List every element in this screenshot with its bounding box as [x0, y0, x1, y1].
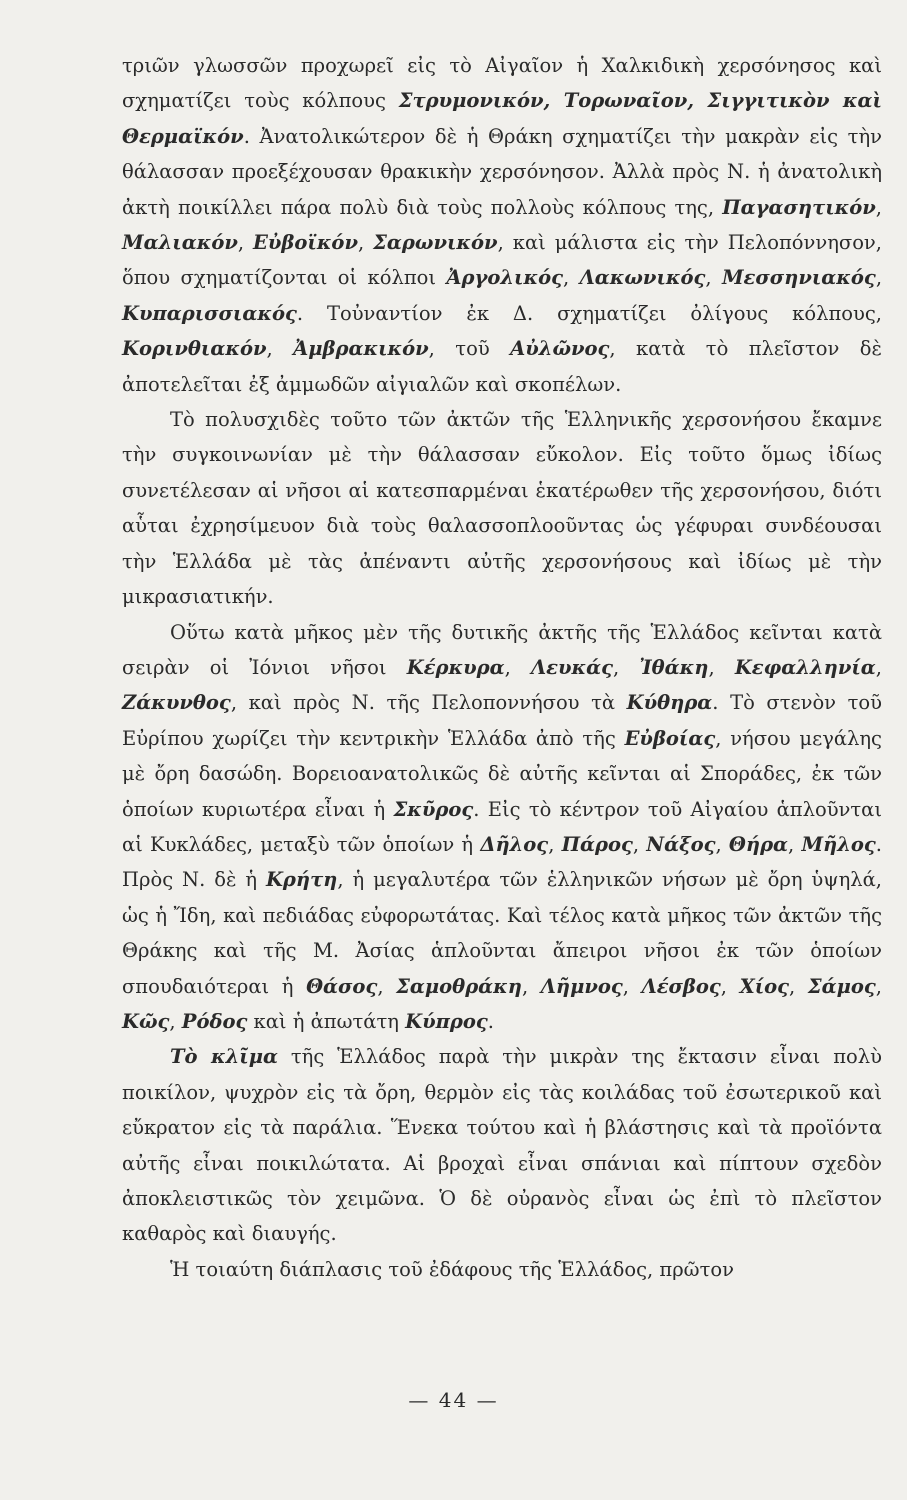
- text-run: Οὕτω κατὰ μῆκος μὲν τῆς δυτικῆς ἀκτῆς τῆς Ἑλλάδος κεῖνται κατὰ σειρὰν οἱ Ἰόνιοι νῆσοι: [122, 620, 882, 679]
- emphasized-term: Ἀμβρακικόν: [293, 337, 429, 361]
- emphasized-term: Κύθηρα: [626, 691, 713, 715]
- emphasized-term: Εὐβοϊκόν: [253, 231, 358, 255]
- emphasized-term: Σκῦρος: [393, 797, 474, 821]
- text-run: , τοῦ: [428, 337, 511, 361]
- emphasized-term: Αὐλῶνος: [510, 337, 610, 361]
- emphasized-term: Ἀργολικός: [446, 266, 563, 290]
- paragraph: [122, 402, 882, 614]
- text-run: ,: [875, 266, 883, 290]
- text-run: . Εἰς τὸ κέντρον τοῦ Αἰγαίου ἁπλοῦνται αἱ Κυκλάδες, μεταξὺ τῶν ὁποίων ἡ: [122, 797, 882, 856]
- emphasized-term: Λέσβος: [641, 974, 721, 998]
- emphasized-term: Σάμος: [807, 974, 876, 998]
- emphasized-term: Θάσος: [306, 974, 378, 998]
- emphasized-term: Λακωνικός: [579, 266, 706, 290]
- text-run: τῆς Ἑλλάδος παρὰ τὴν μικρὰν της ἔκτασιν εἶναι πολὺ ποικίλον, ψυχρὸν εἰς τὰ ὄρη, θερμὸν εἰς τὰς κοιλάδας τοῦ ἐσωτερικοῦ καὶ εὔκρατον εἰς τὰ παράλια. Ἕνεκα τούτου καὶ ἡ βλάστησις καὶ τὰ προϊόντα αὐτῆς εἶναι ποικιλώτατα. Αἱ βροχαὶ εἶναι σπάνιαι καὶ πίπτουν σχεδὸν ἀποκλειστικῶς τὸν χειμῶνα. Ὁ δὲ οὐρανὸς εἶναι ὡς ἐπὶ τὸ πλεῖστον καθαρὸς καὶ διαυγής.: [122, 1045, 882, 1246]
- text-run: ,: [788, 832, 802, 856]
- text-run: . Τοὐναντίον ἐκ Δ. σχηματίζει ὀλίγους κόλπους,: [296, 301, 882, 325]
- emphasized-term: Κυπαρισσιακός: [122, 301, 297, 325]
- text-run: ,: [789, 974, 808, 998]
- text-run: ,: [720, 974, 740, 998]
- emphasized-term: Λευκάς: [530, 655, 613, 679]
- emphasized-term: Χίος: [739, 974, 790, 998]
- text-run: . Ἀνατολικώτερον δὲ ἡ Θράκη σχηματίζει τὴν μακρὰν εἰς τὴν θάλασσαν προεξέχουσαν θρακικὴν χερσόνησον. Ἀλλὰ πρὸς Ν. ἡ ἀνατολικὴ ἀκτὴ ποικίλλει πάρα πολὺ διὰ τοὺς πολλοὺς κόλπους της,: [122, 124, 882, 219]
- emphasized-term: Κῶς: [122, 1009, 170, 1033]
- text-run: ,: [705, 266, 722, 290]
- emphasized-term: Τὸ κλῖμα: [170, 1045, 278, 1069]
- emphasized-term: Κρήτη: [265, 868, 338, 892]
- text-run: ,: [622, 974, 642, 998]
- text-run: Ἡ τοιαύτη διάπλασις τοῦ ἐδάφους τῆς Ἑλλάδος, πρῶτον: [170, 1257, 734, 1281]
- emphasized-term: Μαλιακόν: [122, 231, 238, 255]
- emphasized-term: Δῆλος: [480, 832, 549, 856]
- text-run: καὶ ἡ ἀπωτάτη: [247, 1009, 406, 1033]
- text-run: ,: [377, 974, 397, 998]
- emphasized-term: Νάξος: [646, 832, 716, 856]
- text-run: Τὸ πολυσχιδὲς τοῦτο τῶν ἀκτῶν τῆς Ἑλληνικῆς χερσονήσου ἔκαμνε τὴν συγκοινωνίαν μὲ τὴν θάλασσαν εὔκολον. Εἰς τοῦτο ὅμως ἰδίως συνετέλεσαν αἱ νῆσοι αἱ κατεσπαρμέναι ἑκατέρωθεν τῆς χερσονήσου, διότι αὗται ἐχρησίμευον διὰ τοὺς θαλασσοπλοοῦντας ὡς γέφυραι συνδέουσαι τὴν Ἑλλάδα μὲ τὰς ἀπέναντι αὐτῆς χερσονήσους καὶ ἰδίως μὲ τὴν μικρασιατικήν.: [122, 408, 882, 609]
- text-run: ,: [708, 655, 735, 679]
- text-run: ,: [715, 832, 729, 856]
- emphasized-term: Κεφαλληνία: [734, 655, 876, 679]
- paragraph: [122, 615, 882, 1040]
- text-run: ,: [266, 337, 294, 361]
- text-run: ,: [875, 195, 882, 219]
- text-run: , νήσου μεγάλης μὲ ὄρη δασώδη. Βορειοανατολικῶς δὲ αὐτῆς κεῖνται αἱ Σποράδες, ἐκ τῶν ὁποίων κυριωτέρα εἶναι ἡ: [122, 726, 882, 821]
- text-run: , κατὰ τὸ πλεῖστον δὲ ἀποτελεῖται ἐξ ἀμμωδῶν αἰγιαλῶν καὶ σκοπέλων.: [122, 337, 882, 396]
- emphasized-term: Ζάκυνθος: [122, 691, 231, 715]
- text-run: , καὶ πρὸς Ν. τῆς Πελοποννήσου τὰ: [230, 691, 627, 715]
- text-run: ,: [237, 231, 254, 255]
- text-run: ,: [875, 974, 882, 998]
- paragraph: [122, 1039, 882, 1251]
- text-run: ,: [632, 832, 647, 856]
- emphasized-term: Σαρωνικόν: [373, 231, 498, 255]
- text-run: . Τὸ στενὸν τοῦ Εὐρίπου χωρίζει τὴν κεντρικὴν Ἑλλάδα ἀπὸ τῆς: [122, 691, 882, 750]
- text-run: ,: [548, 832, 562, 856]
- body-text: [122, 48, 882, 1287]
- emphasized-term: Ἰθάκη: [639, 655, 709, 679]
- emphasized-term: Κύπρος: [405, 1009, 488, 1033]
- text-run: ,: [169, 1009, 182, 1033]
- text-run: ,: [504, 655, 531, 679]
- emphasized-term: Εὐβοίας: [624, 726, 716, 750]
- emphasized-term: Στρυμονικόν, Τορωναῖον, Σιγγιτικὸν καὶ Θερμαϊκόν: [122, 89, 882, 148]
- text-run: τριῶν γλωσσῶν προχωρεῖ εἰς τὸ Αἰγαῖον ἡ Χαλκιδικὴ χερσόνησος καὶ σχηματίζει τοὺς κόλπους: [122, 54, 882, 113]
- emphasized-term: Ρόδος: [181, 1009, 248, 1033]
- text-run: ,: [612, 655, 640, 679]
- text-run: ,: [563, 266, 580, 290]
- emphasized-term: Θήρα: [728, 832, 789, 856]
- emphasized-term: Μῆλος: [801, 832, 876, 856]
- text-run: , καὶ μάλιστα εἰς τὴν Πελοπόννησον, ὅπου σχηματίζονται οἱ κόλποι: [122, 231, 882, 290]
- text-run: ,: [875, 655, 882, 679]
- text-run: , ἡ μεγαλυτέρα τῶν ἑλληνικῶν νήσων μὲ ὄρη ὑψηλά, ὡς ἡ Ἴδη, καὶ πεδιάδας εὐφορωτάτας. Καὶ τέλος κατὰ μῆκος τῶν ἀκτῶν τῆς Θράκης καὶ τῆς Μ. Ἀσίας ἁπλοῦνται ἄπειροι νῆσοι ἐκ τῶν ὁποίων σπουδαιότεραι ἡ: [122, 868, 882, 998]
- paragraph: [122, 1252, 882, 1287]
- text-run: ,: [357, 231, 374, 255]
- emphasized-term: Παγασητικόν: [722, 195, 876, 219]
- paragraph: [122, 48, 882, 402]
- emphasized-term: Κορινθιακόν: [122, 337, 267, 361]
- text-run: . Πρὸς Ν. δὲ ἡ: [122, 832, 882, 892]
- emphasized-term: Κέρκυρα: [406, 655, 505, 679]
- emphasized-term: Λῆμνος: [540, 974, 623, 998]
- emphasized-term: Σαμοθράκη: [396, 974, 522, 998]
- emphasized-term: Μεσσηνιακός: [721, 266, 876, 290]
- text-run: ,: [521, 974, 541, 998]
- emphasized-term: Πάρος: [561, 832, 633, 856]
- text-run: .: [487, 1009, 494, 1033]
- page-number: — 44 —: [408, 1388, 499, 1412]
